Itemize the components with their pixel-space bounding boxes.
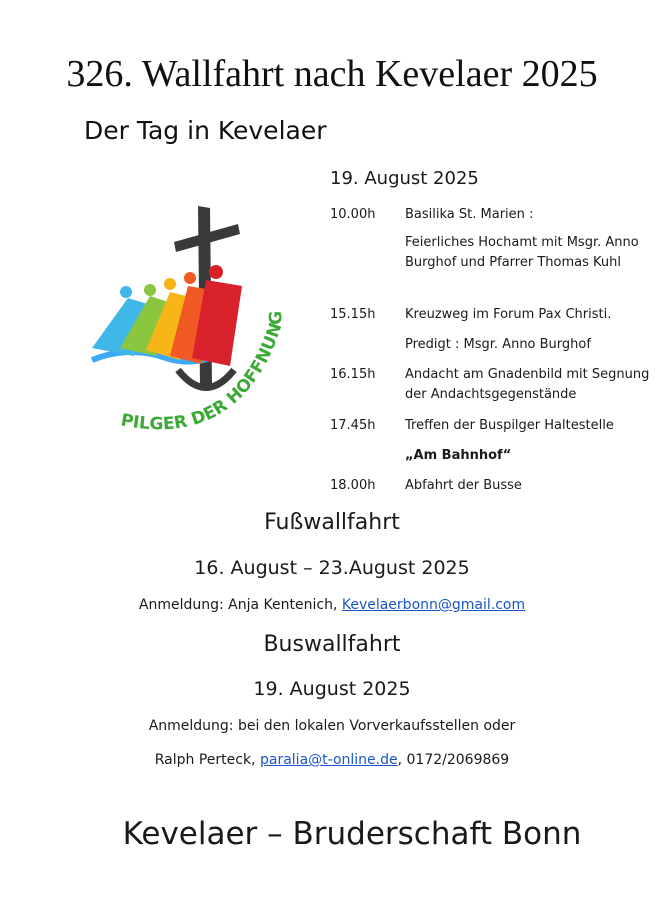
- registration-prefix: Anmeldung: Anja Kentenich,: [138, 597, 342, 613]
- schedule-date: 19. August 2025: [330, 168, 479, 189]
- buswallfahrt-date: 19. August 2025: [253, 678, 411, 700]
- logo-text: PILGER DER HOFFNUNG: [119, 310, 287, 435]
- fusswallfahrt-email-link[interactable]: Kevelaerbonn@gmail.com: [341, 597, 526, 613]
- buswallfahrt-heading: Buswallfahrt: [263, 632, 401, 657]
- head-red: [209, 265, 223, 279]
- pilger-der-hoffnung-logo: [70, 200, 310, 460]
- schedule-text: Feierliches Hochamt mit Msgr. Anno Burghof und Pfarrer Thomas Kuhl: [405, 235, 639, 270]
- schedule-time: 16.15h: [330, 367, 376, 382]
- schedule-time: 18.00h: [330, 478, 376, 493]
- contact-prefix: Ralph Perteck,: [154, 752, 260, 768]
- buswallfahrt-registration: Anmeldung: bei den lokalen Vorverkaufsstellen oder: [148, 718, 516, 734]
- fusswallfahrt-heading: Fußwallfahrt: [264, 510, 400, 535]
- buswallfahrt-contact: [0, 752, 664, 768]
- logo-graphic: [70, 200, 310, 460]
- schedule-text: Andacht am Gnadenbild mit Segnung der Andachtsgegenstände: [405, 367, 650, 402]
- fusswallfahrt-dates: 16. August – 23.August 2025: [194, 557, 470, 579]
- page-subtitle: Der Tag in Kevelaer: [84, 116, 327, 145]
- schedule-text: Treffen der Buspilger Haltestelle: [405, 418, 614, 433]
- footer-title: Kevelaer – Bruderschaft Bonn: [122, 816, 582, 852]
- head-yellow: [164, 278, 176, 290]
- schedule-text: Predigt : Msgr. Anno Burghof: [405, 337, 591, 352]
- head-green: [144, 284, 156, 296]
- head-blue: [120, 286, 132, 298]
- schedule-time: 10.00h: [330, 207, 376, 222]
- head-orange: [184, 272, 196, 284]
- fusswallfahrt-registration: [0, 597, 664, 613]
- buswallfahrt-email-link[interactable]: paralia@t-online.de: [259, 752, 398, 768]
- schedule-text-bold: „Am Bahnhof“: [405, 448, 512, 463]
- schedule-text: Basilika St. Marien :: [405, 207, 534, 222]
- schedule-text: Kreuzweg im Forum Pax Christi.: [405, 307, 612, 322]
- page-title: 326. Wallfahrt nach Kevelaer 2025: [66, 53, 598, 95]
- schedule-time: 15.15h: [330, 307, 376, 322]
- schedule-text: Abfahrt der Busse: [405, 478, 522, 493]
- contact-suffix: , 0172/2069869: [397, 752, 510, 768]
- schedule-time: 17.45h: [330, 418, 376, 433]
